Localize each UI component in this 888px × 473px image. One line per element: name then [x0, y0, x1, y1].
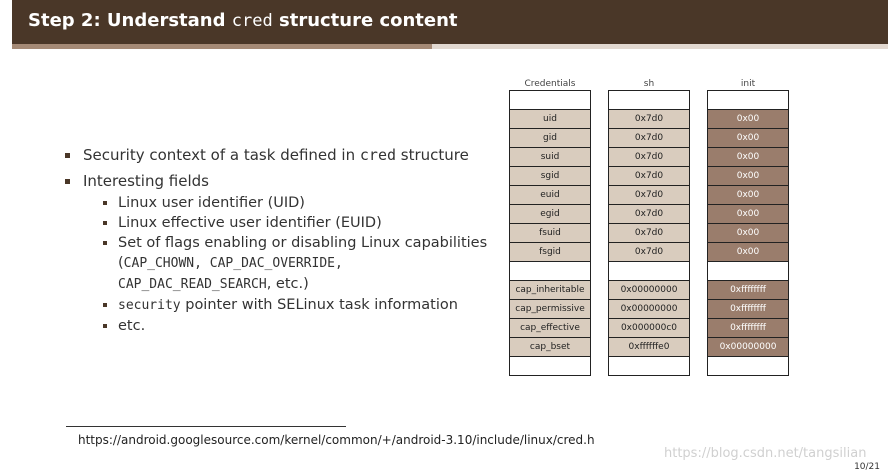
- credentials-cell: cap_bset: [509, 338, 591, 357]
- credentials-cell: [509, 90, 591, 110]
- slide-title: [28, 10, 458, 31]
- init-cell: 0x00: [707, 148, 789, 167]
- sh-cell: 0xffffffe0: [608, 338, 690, 357]
- sub-bullet-euid: [63, 213, 483, 233]
- credentials-cell: euid: [509, 186, 591, 205]
- init-cell: [707, 357, 789, 376]
- credentials-cell: gid: [509, 129, 591, 148]
- sub-bullet-etc: [63, 316, 483, 336]
- sub-bullet-capabilities: [63, 233, 488, 295]
- init-cell: 0x00: [707, 129, 789, 148]
- init-cell: 0x00: [707, 186, 789, 205]
- sh-cell: [608, 90, 690, 110]
- sh-cell: 0x7d0: [608, 205, 690, 224]
- sh-cell: 0x00000000: [608, 281, 690, 300]
- title-prefix: Step 2: Understand: [28, 10, 226, 31]
- watermark: https://blog.csdn.net/tangsilian: [664, 446, 867, 461]
- sh-column: [608, 90, 690, 376]
- init-cell: 0x00: [707, 224, 789, 243]
- init-cell: 0x00: [707, 243, 789, 262]
- sh-cell: [608, 262, 690, 281]
- sub-bullet-code: security: [118, 298, 181, 313]
- sh-cell: 0x7d0: [608, 129, 690, 148]
- column-header-credentials: Credentials: [524, 79, 576, 89]
- init-cell: 0x00: [707, 205, 789, 224]
- sh-cell: 0x7d0: [608, 148, 690, 167]
- sub-bullet-text: , etc.): [266, 276, 309, 292]
- bullet-list: [63, 145, 488, 336]
- init-cell: 0x00000000: [707, 338, 789, 357]
- sh-cell: 0x00000000: [608, 300, 690, 319]
- init-column: [707, 90, 789, 376]
- column-header-sh: sh: [643, 79, 655, 89]
- title-underline-light: [432, 44, 888, 49]
- credentials-cell: egid: [509, 205, 591, 224]
- sh-cell: [608, 357, 690, 376]
- title-suffix: structure content: [279, 10, 458, 31]
- credentials-cell: cap_permissive: [509, 300, 591, 319]
- title-code: cred: [231, 11, 273, 31]
- init-cell: 0xffffffff: [707, 300, 789, 319]
- bullet-code: cred: [359, 146, 397, 164]
- init-cell: 0xffffffff: [707, 281, 789, 300]
- sh-cell: 0x7d0: [608, 224, 690, 243]
- init-cell: 0x00: [707, 110, 789, 129]
- bullet-interesting-fields: [63, 171, 483, 191]
- credentials-cell: fsuid: [509, 224, 591, 243]
- column-header-init: init: [740, 79, 756, 89]
- sub-bullet-security: [63, 295, 483, 316]
- sh-cell: 0x7d0: [608, 243, 690, 262]
- credentials-cell: sgid: [509, 167, 591, 186]
- footnote-link[interactable]: https://android.googlesource.com/kernel/common/+/android-3.10/include/linux/cred.h: [78, 433, 595, 447]
- sub-bullet-text: Set of flags enabling or disabling Linux capabilities: [118, 235, 488, 251]
- sub-bullet-text: (: [118, 255, 124, 271]
- sh-cell: 0x000000c0: [608, 319, 690, 338]
- sh-cell: 0x7d0: [608, 110, 690, 129]
- credentials-cell: [509, 262, 591, 281]
- init-cell: 0x00: [707, 167, 789, 186]
- sub-bullet-uid: [63, 193, 483, 213]
- credentials-cell: fsgid: [509, 243, 591, 262]
- sh-cell: 0x7d0: [608, 186, 690, 205]
- credentials-cell: cap_effective: [509, 319, 591, 338]
- footnote-rule: [66, 426, 346, 427]
- sub-bullet-text: etc.: [118, 318, 146, 334]
- sub-bullet-code: CAP_DAC_READ_SEARCH: [118, 277, 267, 292]
- page-number: 10/21: [854, 462, 880, 472]
- credentials-cell: [509, 357, 591, 376]
- init-cell: [707, 262, 789, 281]
- bullet-security-context: [63, 145, 483, 165]
- init-cell: [707, 90, 789, 110]
- init-cell: 0xffffffff: [707, 319, 789, 338]
- sub-bullet-text: pointer with SELinux task information: [185, 297, 458, 313]
- credentials-cell: uid: [509, 110, 591, 129]
- title-underline: [12, 44, 432, 49]
- credentials-cell: cap_inheritable: [509, 281, 591, 300]
- sub-bullet-text: Linux effective user identifier (EUID): [118, 215, 382, 231]
- sub-bullet-text: Linux user identifier (UID): [118, 195, 305, 211]
- bullet-text: Security context of a task defined in: [83, 146, 356, 164]
- bullet-text: Interesting fields: [83, 172, 209, 190]
- credentials-cell: suid: [509, 148, 591, 167]
- credentials-column: [509, 90, 591, 376]
- bullet-text: structure: [400, 146, 469, 164]
- sub-bullet-code: CAP_CHOWN, CAP_DAC_OVERRIDE,: [123, 256, 343, 271]
- sub-bullet-list: [63, 193, 488, 336]
- sh-cell: 0x7d0: [608, 167, 690, 186]
